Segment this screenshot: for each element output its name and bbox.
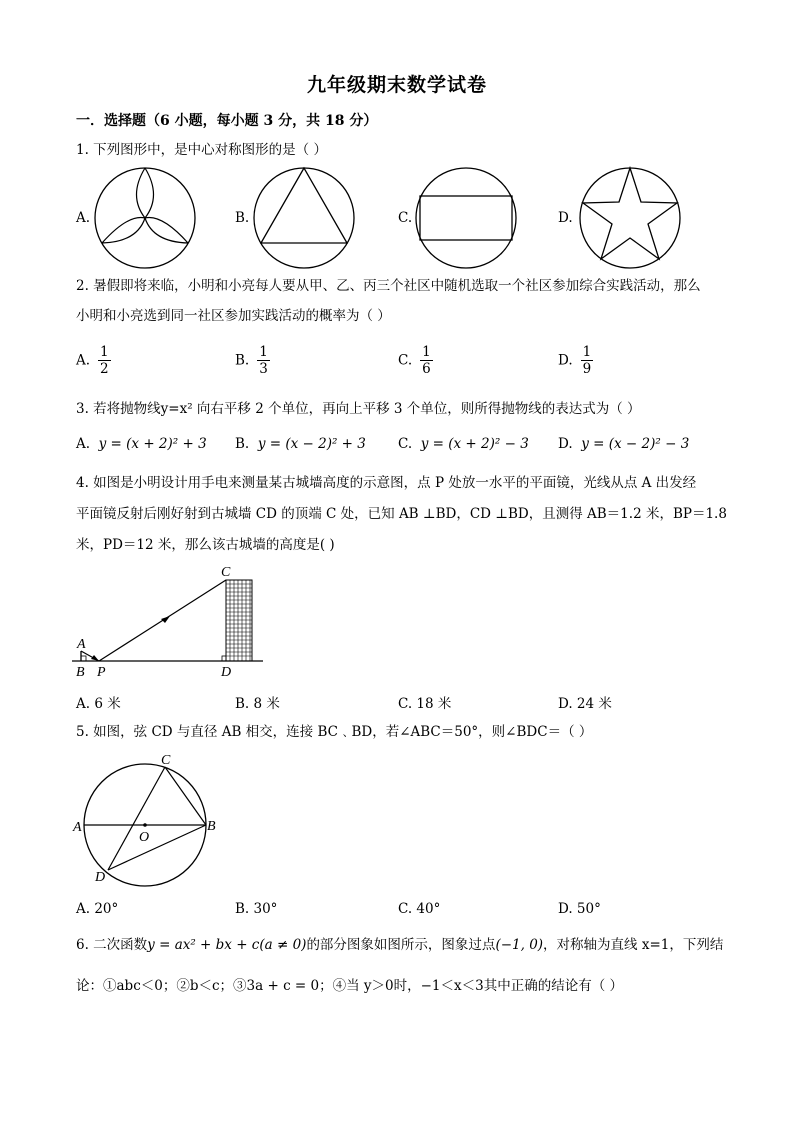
q3-option-b: B. y = (x − 2)² + 3 — [235, 436, 366, 452]
q4-option-d: D. 24 米 — [558, 696, 612, 712]
q5-option-a: A. 20° — [76, 901, 119, 917]
question-4-line-1: 4. 如图是小明设计用手电来测量某古城墙高度的示意图，点 P 处放一水平的平面镜，光线从点 A 出发经 — [76, 475, 697, 491]
q2-option-a: A. $\frac{1}{2}$ — [76, 344, 109, 377]
q4-label-p: P — [97, 665, 106, 680]
q5-label-d: D — [95, 870, 106, 885]
q4-option-c: C. 18 米 — [398, 696, 452, 712]
q2-option-c: C. $\frac{1}{6}$ — [398, 344, 431, 377]
q4-label-a: A — [77, 637, 86, 652]
q5-option-c: C. 40° — [398, 901, 441, 917]
q1-option-d-label: D. — [558, 210, 573, 226]
q5-label-a: A — [73, 820, 82, 835]
q5-figure — [70, 752, 230, 892]
q1-figure-a — [90, 166, 200, 270]
q3-option-d: D. y = (x − 2)² − 3 — [558, 436, 690, 452]
q4-figure — [70, 560, 270, 680]
q3-option-c: C. y = (x + 2)² − 3 — [398, 436, 529, 452]
q4-label-d: D — [221, 665, 232, 680]
q1-figure-b — [252, 166, 356, 270]
q1-figure-c — [414, 166, 518, 270]
question-2-line-1: 2. 暑假即将来临，小明和小亮每人要从甲、乙、丙三个社区中随机选取一个社区参加综合实践活动，那么 — [76, 278, 701, 294]
question-4-line-3: 米，PD＝12 米，那么该古城墙的高度是( ) — [76, 537, 335, 553]
q4-option-a: A. 6 米 — [76, 696, 121, 712]
q5-option-d: D. 50° — [558, 901, 601, 917]
page-title: 九年级期末数学试卷 — [306, 74, 487, 96]
q2-option-b: B. $\frac{1}{3}$ — [235, 344, 268, 377]
q5-label-b: B — [207, 819, 216, 834]
question-5-stem: 5. 如图，弦 CD 与直径 AB 相交，连接 BC﹑BD，若∠ABC＝50°，则∠BDC＝（ ） — [76, 724, 593, 740]
question-6-line-2: 论：①abc＜0；②b＜c；③3a + c = 0；④当 y＞0时，−1＜x＜3其中正确的结论有（ ） — [76, 978, 624, 994]
q3-option-a: A. y = (x + 2)² + 3 — [76, 436, 207, 452]
question-4-line-2: 平面镜反射后刚好射到古城墙 CD 的顶端 C 处，已知 AB ⊥BD，CD ⊥BD，且测得 AB＝1.2 米，BP＝1.8 — [76, 506, 727, 522]
q4-label-c: C — [221, 565, 231, 580]
question-6-line-1: 6. 二次函数y = ax² + bx + c(a ≠ 0)的部分图象如图所示，图象过点(−1, 0)，对称轴为直线 x=1，下列结 — [76, 937, 724, 953]
question-3-stem: 3. 若将抛物线y=x² 向右平移 2 个单位，再向上平移 3 个单位，则所得抛物线的表达式为（ ） — [76, 401, 641, 417]
question-1-stem: 1. 下列图形中，是中心对称图形的是（ ） — [76, 142, 327, 158]
q4-option-b: B. 8 米 — [235, 696, 280, 712]
q4-label-b: B — [76, 665, 85, 680]
q5-option-b: B. 30° — [235, 901, 278, 917]
q1-option-b-label: B. — [235, 210, 250, 226]
q1-figure-d — [578, 166, 682, 270]
section-heading: 一．选择题（6 小题，每小题 3 分，共 18 分） — [76, 113, 378, 129]
q5-label-c: C — [161, 753, 171, 768]
question-2-line-2: 小明和小亮选到同一社区参加实践活动的概率为（ ） — [76, 308, 391, 324]
q2-option-d: D. $\frac{1}{9}$ — [558, 344, 592, 377]
q5-label-o: O — [139, 830, 150, 845]
q1-option-a-label: A. — [76, 210, 91, 226]
q1-option-c-label: C. — [398, 210, 413, 226]
